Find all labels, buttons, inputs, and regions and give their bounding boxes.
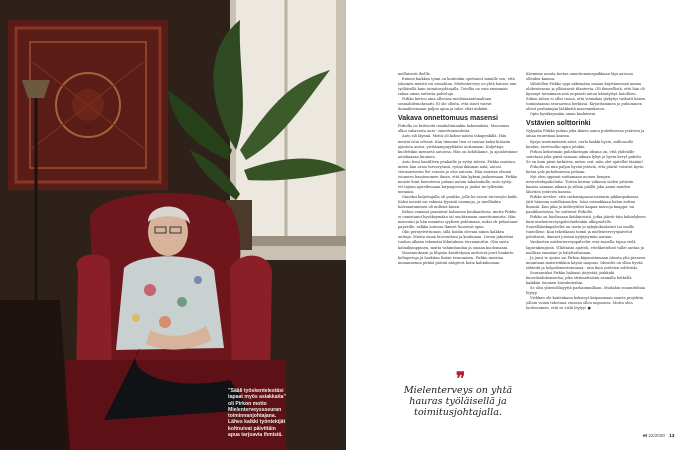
caption-line: apua tarjoavia ihmisiä. bbox=[228, 432, 283, 439]
body-paragraph: Ja juuri te ajatus sai Pirkon käynnistamaan ideoita ylta pieneen muuntaan muistiviikkon käynä saapuus. Ideoidet on ollaa hyvää tähteitä ja helpoitimestutunnaa - niin kuin ystävien solttrinki. bbox=[526, 255, 646, 270]
magazine-logo: et bbox=[643, 433, 648, 438]
body-paragraph: Auto leosi kaatilleen penkaille ja syttyi tuleen. Pirkko muistaa, miten hän avasi turvavyönsä, ryömi ikkunan auki, autosi vierasaviverin ltrt voiosta ja ulos autosta. Hän muistaa olenaú istuneen bussinsumen ilman, että hän kykeni juoksemaan. Pirkko muiste kunt hemotessa pulaan autoin takaloukulle, auto syttyi, ett tajuan ajatellessaan kirpaajeesta ja juoksi tie tyllentän mennäsi. bbox=[398, 159, 518, 194]
body-paragraph: Onneksi kuljettajalla oli puukko, jolla he saivat turvavyön kaikt. Kaksi meistä sai vakavia fyysisiä vammoja, ja tmellänkin halvaantuminen oli millenä käsen. bbox=[398, 195, 518, 210]
body-paragraph: Vanhusten mielenterveyspalvelut ovat mosella tapaa vielä lapsenkengissä. Yllättäisin ajatteli, ettelikettelisit tullet auttaa ja mallitaa emmäne ja hätyltuttiasaan. bbox=[526, 240, 644, 255]
page-number: 13 bbox=[669, 433, 675, 438]
body-paragraph: Nyt olen oppinut soittamaan monen hengen neuvottelupuheluita. Tutten kerran viikossa viiden ystävän kanssa samaan aikaan ja silloin päällä joka aamu muiden lähetiön ystävien kanssa. bbox=[526, 174, 634, 194]
body-paragraph: Pirkko on huolissaan ikäihmisistä, jotka jäävät täin kohtelyksen kuin mielenterveyspalveluidenkin ulkopuolelle. Suurellakakapalvelut on usein jo nykykokoolaiset tai omille tuntellene. Kun tekstikaasi toimii ja mielenterveyspaivelut pelottavat, ihmiset jotetan nytjäytymiin aaraan. bbox=[526, 215, 646, 240]
body-paragraph: Pirkko arvelee, että varhaisäpaosa-nastarin pikkaupaikassa jätti hänenm uutellaisuuden. Isäsi voimakkaan halun auttaa lhmisiä. Kun pika ja äiditeytittei kaipaa nouvoja kaappa- tai paatkliastoissa, he soittavat Pirkolle. bbox=[526, 195, 639, 215]
body-paragraph: Kysyn useinmetaisti aslat, uerlu kaikki hyvin, millonsolle kuuluu, tarvitsetko apuu jotakin. bbox=[526, 139, 634, 149]
body-paragraph: Pirkolla on niin paljon hyvää ystäviä, että päivät voisivat kyvin kuluu yale puhelinnessa peliaan. bbox=[526, 164, 644, 174]
quote-mark-icon: ❞ bbox=[456, 369, 466, 389]
body-paragraph: Masennukseni ja lihpeän kasittelyssä auttoivat joset hankittu koltaperuja ja harkitan lisään ternomisen. Pirkko muistaa muuannenna pitkää päivää säägtevä kotia kahtalmoaan. bbox=[398, 250, 514, 265]
caption-line: tapaat myös asiakkaita” bbox=[228, 394, 287, 401]
section-heading: Vstävien solttorinki bbox=[526, 119, 591, 127]
body-paragraph: Pirkon kekseimän puhelinringin ideana on, että yhdeädle soitetaan joka päivä samaan aikaan lyhyt ja hyvin kevyt puhelu. Se on kuin pieni tarkistus, miten voit, näin olet ajatellut tänään? bbox=[526, 149, 644, 164]
body-paragraph: Olin peruyrivittunnut, sillä hoidin olevani niinin kaikkea auttaja. Mietin omaa luovuuttani ja koulumaa. Lövsin jaksetiini tuohon alkaan tekemäni litkutuksen terraannittin. Olin vasta kolmikymppinen, mutta vahimitandan ja omaan kuolemaani. bbox=[398, 230, 514, 250]
pull-quote: Mielenterveys on yhtä hauras työläisellä ja toimitusjohtajalla. bbox=[403, 385, 513, 418]
photo-illustration bbox=[0, 0, 346, 450]
section-heading: Vakava onnettomuus masensi bbox=[398, 114, 498, 122]
caption-line: oli Pirkon motto bbox=[228, 400, 267, 407]
body-paragraph: Se olisi yhteisöllisyyttä parhaimmillaan. Muitakin suunnitelmia löytyy. bbox=[526, 285, 646, 295]
caption-line: Lähes kaikki työntekijät bbox=[228, 419, 286, 426]
body-paragraph: Kehon vammat paranivat kolmessa kuukaudessa, mutta Pirkko ei onnistunut hyväksymään tai unohtamaan onnettomuutta. Hän masentui ja hän maanitsi syyksen pohtimaan, miksi oli pelastanut paperille, valkka autossa lhmset huusivat apua. bbox=[398, 210, 518, 230]
body-paragraph: Seuraavaksi Pirkko haluaisi järjestää joukkuki kuorolaulukonsertin, joka striimattaisiin sannalla hetkellä kaikkiin Suomen hoivakoteihin. bbox=[526, 270, 632, 285]
body-paragraph: Kävimme monta kertaa onnettomuuspaikkaan läpi autossa olleiden kanssa. bbox=[526, 72, 633, 82]
caption-line: Mielenterveyssseuran bbox=[228, 406, 282, 413]
body-paragraph: Viehken ole kuitenkaan keksinyt katpaamaan suurta projektia, jolloin voisin tuhetuna vasossa ollen unpoonsa. Mutta olen luottavainen, että se vielä löytyy! ● bbox=[526, 295, 645, 311]
body-paragraph: Vähitellen Pirkko oppi näkemään omaan käyttäneensä mama olokeutensuo ja ylläistavät tilanteeta. Oli ihmeellistä, että hän oli kyennyt toimimaan niin nopeasti auton kääntyttyä katolleen. Siihen tuhen ei ollut ruoua, että voimakas järkytys vaikutti hänen toimintaansa seuraavina herkissä. Kirjoittaminen ja puhuminen olivat parhaimpia lääkkeitä masennukseen. bbox=[526, 82, 646, 112]
portrait-photo bbox=[0, 0, 346, 450]
body-paragraph: Nykyään Pirkko puhuu joka ikinen aamu puhelimessa ystävien ja omaa euuremaa kanssa. bbox=[526, 129, 645, 139]
body-paragraph: Pirkko kertoo aina olleensa mielenmaatemaltaan sosiaalidemokraatti. Ei ole olleita, että isiset rasvat ilomaiheensaan paljon apua ja tulee eltät mikään. bbox=[398, 97, 492, 112]
body-paragraph: Eninen kaikkea tyimi on kuitenkin opettanut minulle sen, että jokainen meistä voi romahtaa. Mielenterveys on yhtä hauras niin työläisellä kuin toimitusjohtajalla. Totellia on vain enemmän rahaa omaa auttavia palveluja. bbox=[398, 77, 517, 97]
caption-line: toiminnanjohtajana. bbox=[228, 413, 277, 420]
body-paragraph: Opin hyväksymään oman keskeneni. bbox=[530, 112, 597, 117]
article-column-right bbox=[526, 72, 646, 432]
body-paragraph: Pirkolla on kritisoitä omakohtainakin kokemuksia. Masennus alkoi vakavasta auto- onnettomuudesta. bbox=[398, 124, 510, 134]
page-footer bbox=[643, 433, 674, 438]
body-paragraph: mellaisesti ihollle. bbox=[398, 72, 432, 76]
photo-caption bbox=[228, 388, 332, 438]
caption-line: koltnuivat päivittäin bbox=[228, 425, 276, 432]
body-paragraph: Auto sili läynnä. Meitä oli kolme naista takapenkillä. Hän meistä istui edessä. Kun tiimeme tien ei vauraa kaksi kolariin ajantota autoa, yrittäminpuyyhkäisi uuttamaan. Kuljettaja kuolettikin mennetä autoissa. Hän on kohdilanne, ja ajasdutimme autokaasan kuumen. bbox=[398, 134, 518, 159]
article-column-left bbox=[398, 72, 518, 368]
issue-number: 22/2020 bbox=[648, 433, 665, 438]
caption-line: ”Sääli työskentelestäsi bbox=[228, 388, 284, 394]
